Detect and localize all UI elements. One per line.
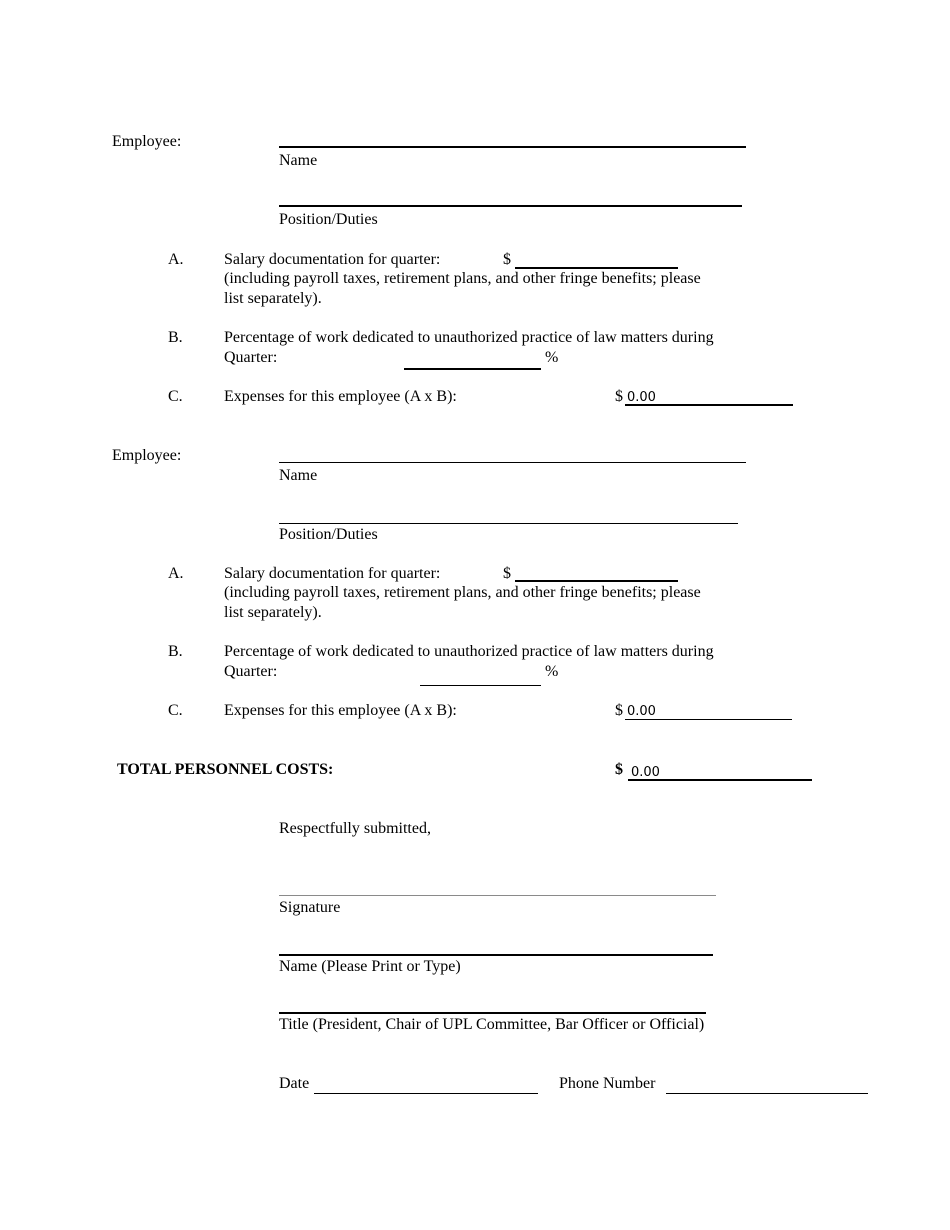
printed-name-caption: Name (Please Print or Type) — [279, 958, 461, 975]
salary-note-cont: list separately). — [224, 604, 322, 621]
item-letter-c: C. — [168, 388, 183, 405]
percent-sign: % — [545, 349, 559, 366]
position-duties-caption: Position/Duties — [279, 526, 378, 543]
currency-sign: $ — [615, 761, 623, 778]
item-letter-c: C. — [168, 702, 183, 719]
percentage-input[interactable] — [420, 685, 541, 686]
currency-sign: $ — [615, 388, 623, 405]
employee-label: Employee: — [112, 447, 182, 464]
item-letter-b: B. — [168, 329, 183, 346]
expenses-label: Expenses for this employee (A x B): — [224, 702, 457, 719]
quarter-label: Quarter: — [224, 663, 278, 680]
employee-name-field[interactable] — [279, 146, 746, 148]
name-caption: Name — [279, 467, 318, 484]
title-field[interactable] — [279, 1012, 706, 1014]
expenses-label: Expenses for this employee (A x B): — [224, 388, 457, 405]
date-label: Date — [279, 1075, 310, 1092]
date-field[interactable] — [314, 1093, 538, 1094]
quarter-label: Quarter: — [224, 349, 278, 366]
item-letter-a: A. — [168, 565, 184, 582]
percentage-label: Percentage of work dedicated to unauthorized practice of law matters during — [224, 329, 714, 346]
percent-sign: % — [545, 663, 559, 680]
employee-label: Employee: — [112, 133, 182, 150]
phone-number-label: Phone Number — [559, 1075, 656, 1092]
phone-number-field[interactable] — [666, 1093, 868, 1094]
total-input[interactable] — [628, 765, 812, 781]
expenses-value: 0.00 — [627, 390, 656, 405]
percentage-input[interactable] — [404, 368, 541, 370]
salary-note-cont: list separately). — [224, 290, 322, 307]
signature-caption: Signature — [279, 899, 341, 916]
salary-input[interactable] — [515, 580, 678, 582]
currency-sign: $ — [503, 565, 511, 582]
employee-name-field[interactable] — [279, 462, 746, 463]
salary-label: Salary documentation for quarter: — [224, 565, 441, 582]
item-letter-b: B. — [168, 643, 183, 660]
position-duties-field[interactable] — [279, 205, 742, 207]
salary-label: Salary documentation for quarter: — [224, 251, 441, 268]
percentage-label: Percentage of work dedicated to unauthorized practice of law matters during — [224, 643, 714, 660]
item-letter-a: A. — [168, 251, 184, 268]
name-caption: Name — [279, 152, 318, 169]
title-caption: Title (President, Chair of UPL Committee, Bar Officer or Official) — [279, 1016, 705, 1033]
currency-sign: $ — [503, 251, 511, 268]
total-personnel-costs-label: TOTAL PERSONNEL COSTS: — [117, 761, 334, 778]
position-duties-field[interactable] — [279, 523, 738, 524]
position-duties-caption: Position/Duties — [279, 211, 378, 228]
signature-field[interactable] — [279, 895, 716, 896]
expenses-input[interactable] — [625, 704, 792, 720]
salary-note: (including payroll taxes, retirement plans, and other fringe benefits; please — [224, 270, 701, 287]
printed-name-field[interactable] — [279, 954, 713, 956]
closing-text: Respectfully submitted, — [279, 820, 431, 837]
salary-note: (including payroll taxes, retirement plans, and other fringe benefits; please — [224, 584, 701, 601]
expenses-input[interactable] — [625, 390, 793, 406]
total-value: 0.00 — [631, 765, 660, 780]
currency-sign: $ — [615, 702, 623, 719]
expenses-value: 0.00 — [627, 704, 656, 719]
